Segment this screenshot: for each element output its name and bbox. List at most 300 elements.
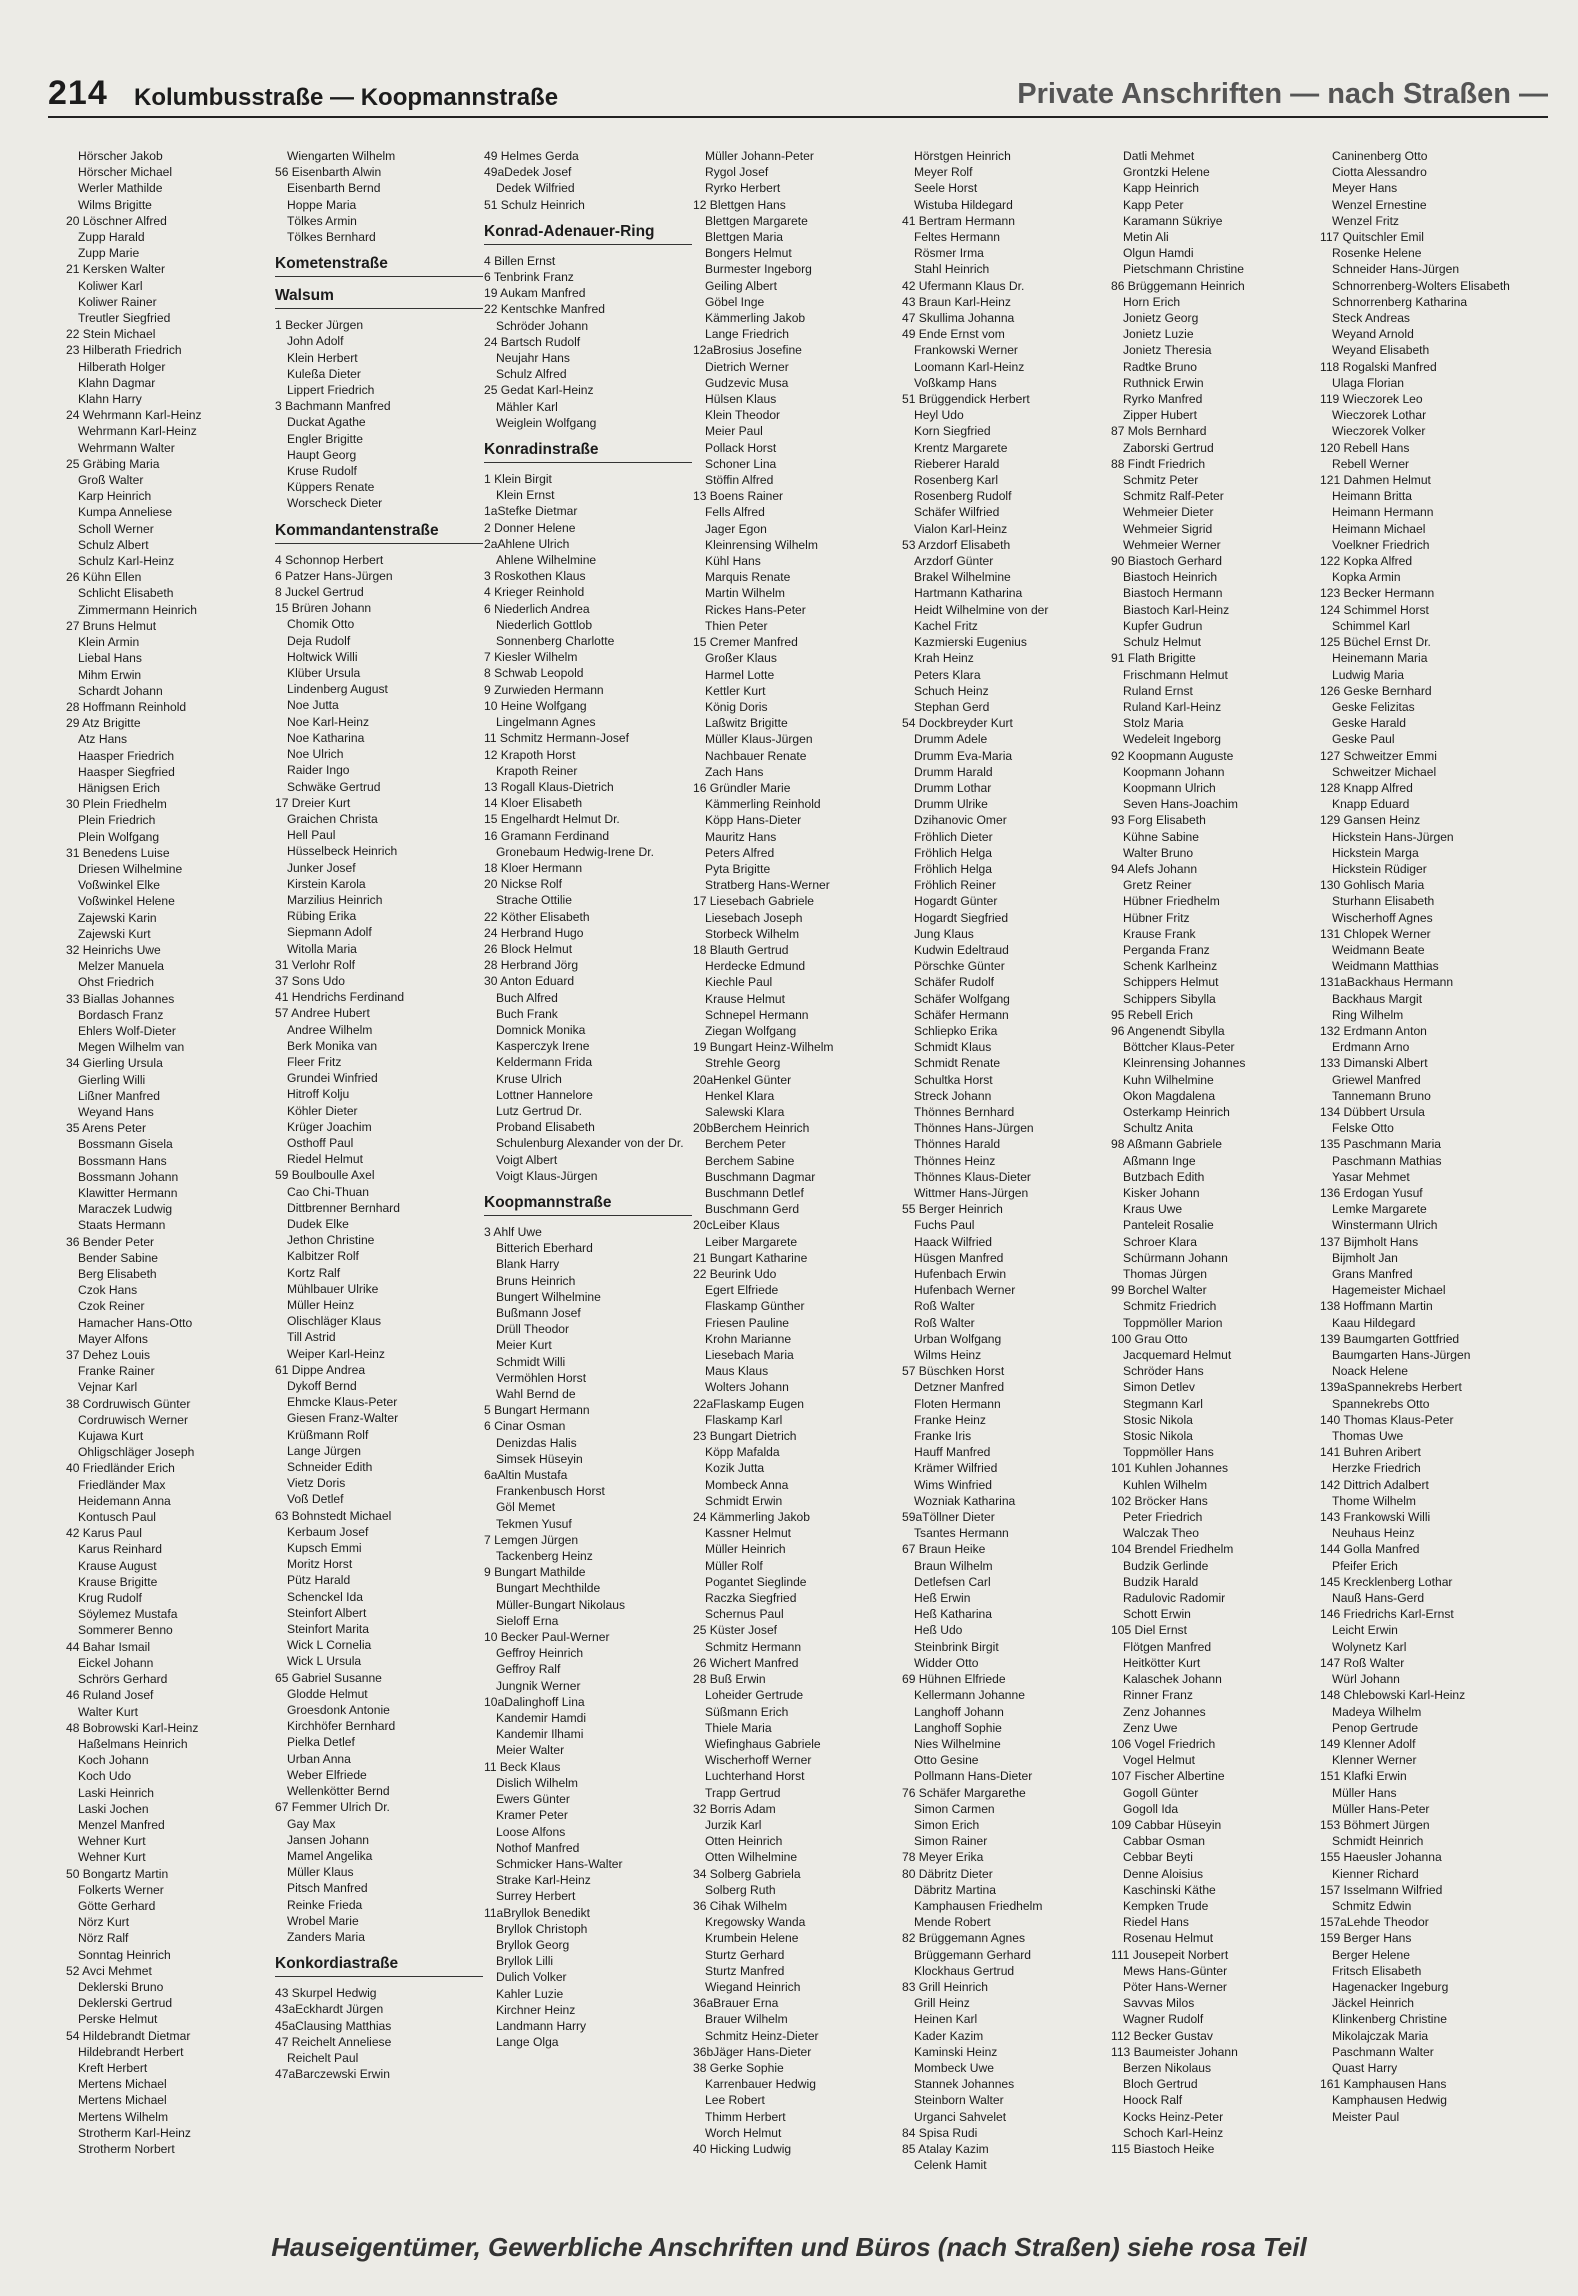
- resident-entry: Zenz Uwe: [1123, 1720, 1178, 1735]
- resident-entry: Pielka Detlef: [287, 1735, 355, 1750]
- resident-entry: Wims Winfried: [914, 1477, 992, 1492]
- resident-entry: Schmidt Renate: [914, 1056, 1001, 1071]
- resident-entry: Kleinrensing Wilhelm: [705, 537, 818, 552]
- resident-entry: Storbeck Wilhelm: [705, 926, 800, 941]
- resident-entry: 40 Hicking Ludwig: [693, 2141, 792, 2156]
- resident-entry: 54 Dockbreyder Kurt: [902, 716, 1013, 731]
- resident-entry: Schneider Hans-Jürgen: [1332, 262, 1460, 277]
- resident-entry: 153 Böhmert Jürgen: [1320, 1817, 1430, 1832]
- resident-entry: Staats Hermann: [78, 1218, 166, 1233]
- resident-entry: Simsek Hüseyin: [496, 1451, 583, 1466]
- resident-entry: Heß Udo: [914, 1623, 963, 1638]
- resident-entry: 132 Erdmann Anton: [1320, 1023, 1427, 1038]
- resident-entry: Kandemir Ilhami: [496, 1727, 584, 1742]
- resident-entry: Stahl Heinrich: [914, 262, 990, 277]
- resident-entry: König Doris: [705, 699, 768, 714]
- resident-entry: 8 Juckel Gertrud: [275, 585, 364, 600]
- resident-entry: Cebbar Beyti: [1123, 1850, 1193, 1865]
- resident-entry: Kruse Rudolf: [287, 464, 357, 479]
- resident-entry: Schnorrenberg Katharina: [1332, 294, 1468, 309]
- resident-entry: 34 Solberg Gabriela: [693, 1866, 801, 1881]
- resident-entry: 16 Gramann Ferdinand: [484, 828, 610, 843]
- resident-entry: 78 Meyer Erika: [902, 1850, 984, 1865]
- resident-entry: Däbritz Martina: [914, 1882, 996, 1897]
- resident-entry: 20aHenkel Günter: [693, 1072, 792, 1087]
- resident-entry: Buch Alfred: [496, 990, 558, 1005]
- resident-entry: Wehmeier Dieter: [1123, 505, 1214, 520]
- resident-entry: Schoner Lina: [705, 456, 777, 471]
- resident-entry: Wehmeier Werner: [1123, 537, 1221, 552]
- resident-entry: Krapoth Reiner: [496, 763, 578, 778]
- resident-entry: 98 Aßmann Gabriele: [1111, 1137, 1222, 1152]
- resident-entry: Butzbach Edith: [1123, 1169, 1205, 1184]
- resident-entry: Hildebrandt Herbert: [78, 2044, 184, 2059]
- resident-entry: Widder Otto: [914, 1655, 979, 1670]
- resident-entry: Jurzik Karl: [705, 1817, 762, 1832]
- resident-entry: Giesen Franz-Walter: [287, 1411, 399, 1426]
- resident-entry: 139 Baumgarten Gottfried: [1320, 1331, 1460, 1346]
- resident-entry: Voigt Albert: [496, 1152, 558, 1167]
- resident-entry: Riedel Helmut: [287, 1152, 363, 1167]
- resident-entry: Mertens Michael: [78, 2077, 167, 2092]
- page-header: [48, 72, 1548, 118]
- resident-entry: Söylemez Mustafa: [78, 1607, 178, 1622]
- resident-entry: Hörscher Jakob: [78, 149, 163, 163]
- resident-entry: Stosic Nikola: [1123, 1412, 1193, 1427]
- resident-entry: Bijmholt Jan: [1332, 1250, 1398, 1265]
- resident-entry: Panteleit Rosalie: [1123, 1218, 1214, 1233]
- resident-entry: Hauff Manfred: [914, 1445, 991, 1460]
- resident-entry: Strake Karl-Heinz: [496, 1873, 591, 1888]
- resident-entry: Fritsch Elisabeth: [1332, 1963, 1422, 1978]
- resident-entry: Winstermann Ulrich: [1332, 1218, 1438, 1233]
- resident-entry: Hörscher Michael: [78, 165, 173, 180]
- resident-entry: Drüll Theodor: [496, 1322, 570, 1337]
- resident-entry: Paschmann Walter: [1332, 2044, 1434, 2059]
- resident-entry: Mikolajczak Maria: [1332, 2028, 1429, 2043]
- resident-entry: 94 Alefs Johann: [1111, 861, 1198, 876]
- resident-entry: Wehmeier Sigrid: [1123, 521, 1213, 536]
- resident-entry: Tölkes Armin: [287, 213, 357, 228]
- resident-entry: Otten Wilhelmine: [705, 1850, 798, 1865]
- resident-entry: Vejnar Karl: [78, 1380, 138, 1395]
- resident-entry: 46 Ruland Josef: [66, 1688, 154, 1703]
- resident-entry: Wischerhoff Werner: [705, 1753, 812, 1768]
- resident-entry: Grill Heinz: [914, 1996, 970, 2011]
- resident-entry: Hörstgen Heinrich: [914, 149, 1011, 163]
- resident-entry: Lottner Hannelore: [496, 1087, 593, 1102]
- resident-entry: Vietz Doris: [287, 1476, 346, 1491]
- resident-entry: Kapp Peter: [1123, 197, 1184, 212]
- resident-entry: Heß Katharina: [914, 1607, 992, 1622]
- resident-entry: Peters Alfred: [705, 845, 775, 860]
- resident-entry: Heitkötter Kurt: [1123, 1655, 1201, 1670]
- resident-entry: Loomann Karl-Heinz: [914, 359, 1025, 374]
- resident-entry: Heß Erwin: [914, 1591, 971, 1606]
- resident-entry: Geske Felizitas: [1332, 699, 1415, 714]
- resident-entry: 52 Avci Mehmet: [66, 1963, 152, 1978]
- resident-entry: Schäfer Hermann: [914, 1007, 1009, 1022]
- resident-entry: 22 Beurink Udo: [693, 1267, 777, 1282]
- resident-entry: Sonntag Heinrich: [78, 1947, 171, 1962]
- resident-entry: Osthoff Paul: [287, 1135, 354, 1150]
- resident-entry: Hickstein Hans-Jürgen: [1332, 829, 1454, 844]
- resident-entry: 29 Atz Brigitte: [66, 716, 141, 731]
- resident-entry: Kumpa Anneliese: [78, 505, 173, 520]
- resident-entry: Meyer Hans: [1332, 181, 1398, 196]
- resident-entry: Steinbrink Birgit: [914, 1639, 999, 1654]
- resident-entry: 105 Diel Ernst: [1111, 1623, 1187, 1638]
- resident-entry: Krug Rudolf: [78, 1591, 142, 1606]
- resident-entry: Domnick Monika: [496, 1022, 586, 1037]
- resident-entry: Klahn Harry: [78, 392, 142, 407]
- resident-entry: 82 Brüggemann Agnes: [902, 1931, 1026, 1946]
- resident-entry: Surrey Herbert: [496, 1889, 576, 1904]
- resident-entry: Kader Kazim: [914, 2028, 984, 2043]
- resident-entry: Eickel Johann: [78, 1655, 154, 1670]
- resident-entry: Franke Rainer: [78, 1364, 155, 1379]
- resident-entry: Meier Paul: [705, 424, 763, 439]
- resident-entry: 16 Gründler Marie: [693, 780, 791, 795]
- resident-entry: 40 Friedländer Erich: [66, 1461, 175, 1476]
- resident-entry: Schlicht Elisabeth: [78, 586, 174, 601]
- resident-entry: Lee Robert: [705, 2093, 765, 2108]
- resident-entry: Cordruwisch Werner: [78, 1412, 188, 1427]
- resident-entry: 96 Angenendt Sibylla: [1111, 1023, 1225, 1038]
- resident-entry: Voelkner Friedrich: [1332, 537, 1430, 552]
- resident-entry: 20 Nickse Rolf: [484, 877, 562, 892]
- resident-entry: Heidt Wilhelmine von der: [914, 602, 1049, 617]
- resident-entry: Ciotta Alessandro: [1332, 165, 1427, 180]
- resident-entry: Klein Herbert: [287, 350, 358, 365]
- resident-entry: Ludwig Maria: [1332, 667, 1404, 682]
- resident-entry: Kleinrensing Johannes: [1123, 1056, 1246, 1071]
- resident-entry: Mombeck Uwe: [914, 2060, 994, 2075]
- resident-entry: Kirchhöfer Bernhard: [287, 1719, 396, 1734]
- resident-entry: Dulich Volker: [496, 1970, 567, 1985]
- resident-entry: Meier Kurt: [496, 1338, 552, 1353]
- resident-entry: Hübner Fritz: [1123, 910, 1190, 925]
- resident-entry: Kellermann Johanne: [914, 1688, 1025, 1703]
- resident-entry: Olischläger Klaus: [287, 1314, 382, 1329]
- resident-entry: 104 Brendel Friedhelm: [1111, 1542, 1234, 1557]
- resident-entry: Kandemir Hamdi: [496, 1711, 587, 1726]
- resident-entry: Baumgarten Hans-Jürgen: [1332, 1348, 1471, 1363]
- resident-entry: 36bJäger Hans-Dieter: [693, 2044, 812, 2059]
- resident-entry: 126 Geske Bernhard: [1320, 683, 1432, 698]
- resident-entry: Steinfort Albert: [287, 1605, 367, 1620]
- resident-entry: Klüber Ursula: [287, 666, 361, 681]
- resident-entry: 21 Bungart Katharine: [693, 1250, 808, 1265]
- resident-entry: Hübner Friedhelm: [1123, 894, 1220, 909]
- resident-entry: 2aAhlene Ulrich: [484, 536, 570, 551]
- resident-entry: Mertens Michael: [78, 2093, 167, 2108]
- resident-entry: Liesebach Maria: [705, 1348, 794, 1363]
- resident-entry: 121 Dahmen Helmut: [1320, 473, 1431, 488]
- resident-entry: Friedländer Max: [78, 1477, 166, 1492]
- resident-entry: 48 Bobrowski Karl-Heinz: [66, 1720, 199, 1735]
- resident-entry: Schippers Sibylla: [1123, 991, 1216, 1006]
- resident-entry: 31 Benedens Luise: [66, 845, 170, 860]
- resident-entry: Kozik Jutta: [705, 1461, 765, 1476]
- resident-entry: Kisker Johann: [1123, 1186, 1200, 1200]
- resident-entry: 11 Beck Klaus: [484, 1759, 561, 1774]
- resident-entry: Jonietz Luzie: [1123, 327, 1194, 342]
- resident-entry: 2 Donner Helene: [484, 520, 576, 535]
- resident-entry: Voß Detlef: [287, 1492, 344, 1507]
- resident-entry: Luchterhand Horst: [705, 1769, 805, 1784]
- resident-entry: Kämmerling Jakob: [705, 311, 806, 326]
- resident-entry: Wahl Bernd de: [496, 1387, 576, 1402]
- resident-entry: Heyl Udo: [914, 408, 964, 423]
- resident-entry: Götte Gerhard: [78, 1898, 156, 1913]
- resident-entry: Gierling Willi: [78, 1072, 146, 1087]
- resident-entry: Toppmöller Hans: [1123, 1445, 1214, 1460]
- resident-entry: 91 Flath Brigitte: [1111, 651, 1196, 666]
- resident-entry: Eisenbarth Bernd: [287, 181, 381, 196]
- resident-entry: Bungert Wilhelmine: [496, 1289, 601, 1304]
- resident-entry: Frankenbusch Horst: [496, 1484, 605, 1499]
- resident-entry: Thiele Maria: [705, 1720, 772, 1735]
- resident-entry: Hamacher Hans-Otto: [78, 1315, 193, 1330]
- resident-entry: Pörschke Günter: [914, 959, 1005, 974]
- resident-entry: Wieczorek Volker: [1332, 424, 1426, 439]
- resident-entry: Dislich Wilhelm: [496, 1775, 578, 1790]
- resident-entry: Noe Karl-Heinz: [287, 714, 369, 729]
- resident-entry: 133 Dimanski Albert: [1320, 1056, 1428, 1071]
- resident-entry: Mähler Karl: [496, 399, 558, 414]
- resident-entry: Buschmann Dagmar: [705, 1169, 816, 1184]
- resident-entry: Kämmerling Reinhold: [705, 797, 821, 812]
- resident-entry: 106 Vogel Friedrich: [1111, 1736, 1216, 1751]
- resident-entry: 10 Becker Paul-Werner: [484, 1630, 610, 1645]
- resident-entry: Liesebach Joseph: [705, 910, 803, 925]
- resident-entry: Hoock Ralf: [1123, 2093, 1183, 2108]
- resident-entry: 4 Billen Ernst: [484, 253, 556, 268]
- resident-entry: Pitsch Manfred: [287, 1881, 368, 1896]
- resident-entry: Arzdorf Günter: [914, 554, 994, 569]
- resident-entry: Celenk Hamit: [914, 2158, 987, 2173]
- resident-entry: Zach Hans: [705, 764, 764, 779]
- resident-entry: Herzke Friedrich: [1332, 1461, 1421, 1476]
- resident-entry: Yasar Mehmet: [1332, 1169, 1410, 1184]
- resident-entry: 124 Schimmel Horst: [1320, 602, 1429, 617]
- resident-entry: Worch Helmut: [705, 2125, 782, 2140]
- resident-entry: Gronebaum Hedwig-Irene Dr.: [496, 844, 654, 859]
- resident-entry: Pütz Harald: [287, 1573, 351, 1588]
- resident-entry: Stolz Maria: [1123, 716, 1184, 731]
- resident-entry: Roß Walter: [914, 1315, 975, 1330]
- resident-entry: 18 Kloer Hermann: [484, 860, 583, 875]
- resident-entry: Thönnes Harald: [914, 1137, 1001, 1152]
- resident-entry: Cabbar Osman: [1123, 1834, 1206, 1849]
- resident-entry: Steinborn Walter: [914, 2093, 1004, 2108]
- resident-entry: Strotherm Karl-Heinz: [78, 2125, 191, 2140]
- street-heading: Kommandantenstraße: [275, 522, 483, 544]
- resident-entry: 50 Bongartz Martin: [66, 1866, 169, 1881]
- resident-entry: Kamphausen Hedwig: [1332, 2093, 1447, 2108]
- resident-entry: 35 Arens Peter: [66, 1121, 147, 1136]
- resident-entry: Haßelmans Heinrich: [78, 1736, 188, 1751]
- resident-entry: Bryllok Lilli: [496, 1954, 554, 1969]
- resident-entry: 42 Karus Paul: [66, 1526, 142, 1541]
- resident-entry: Ring Wilhelm: [1332, 1007, 1404, 1022]
- resident-entry: Bloch Gertrud: [1123, 2077, 1198, 2092]
- resident-entry: 83 Grill Heinrich: [902, 1979, 989, 1994]
- directory-column-6: [1111, 148, 1319, 2157]
- resident-entry: Stephan Gerd: [914, 699, 990, 714]
- resident-entry: Langhoff Sophie: [914, 1720, 1002, 1735]
- resident-entry: 65 Gabriel Susanne: [275, 1670, 382, 1685]
- resident-entry: Backhaus Margit: [1332, 991, 1423, 1006]
- resident-entry: Feltes Hermann: [914, 230, 1001, 245]
- resident-entry: Karus Reinhard: [78, 1542, 163, 1557]
- resident-entry: Franke Iris: [914, 1429, 972, 1444]
- resident-entry: Metin Ali: [1123, 230, 1169, 245]
- resident-entry: Horn Erich: [1123, 294, 1181, 309]
- street-heading: Konradinstraße: [484, 441, 692, 463]
- resident-entry: Plein Wolfgang: [78, 829, 160, 844]
- resident-entry: Kalbitzer Rolf: [287, 1249, 359, 1264]
- resident-entry: Groß Walter: [78, 473, 144, 488]
- resident-entry: Kruse Ulrich: [496, 1071, 562, 1086]
- resident-entry: Krumbein Helene: [705, 1931, 799, 1946]
- resident-entry: Seele Horst: [914, 181, 978, 196]
- resident-entry: Schneider Edith: [287, 1460, 373, 1475]
- resident-entry: Hufenbach Erwin: [914, 1267, 1007, 1282]
- resident-entry: Würl Johann: [1332, 1672, 1400, 1687]
- resident-entry: Schmitz Edwin: [1332, 1898, 1412, 1913]
- resident-entry: Berzen Nikolaus: [1123, 2060, 1212, 2075]
- resident-entry: 12 Krapoth Horst: [484, 747, 576, 762]
- resident-entry: Friesen Pauline: [705, 1315, 790, 1330]
- resident-entry: Knapp Eduard: [1332, 797, 1410, 812]
- resident-entry: Müller Heinrich: [705, 1542, 786, 1557]
- resident-entry: Köhler Dieter: [287, 1103, 358, 1118]
- resident-entry: Süßmann Erich: [705, 1704, 789, 1719]
- resident-entry: 157aLehde Theodor: [1320, 1915, 1429, 1930]
- resident-entry: Wick L Cornelia: [287, 1638, 372, 1653]
- resident-entry: Streck Johann: [914, 1088, 992, 1103]
- resident-entry: Denne Aloisius: [1123, 1866, 1204, 1881]
- resident-entry: Frankowski Werner: [914, 343, 1018, 358]
- resident-entry: Bongers Helmut: [705, 246, 792, 261]
- resident-entry: Holtwick Willi: [287, 649, 358, 664]
- resident-entry: Schulz Albert: [78, 537, 149, 552]
- resident-entry: 15 Cremer Manfred: [693, 635, 798, 650]
- resident-entry: 101 Kuhlen Johannes: [1111, 1461, 1229, 1476]
- resident-entry: Paschmann Mathias: [1332, 1153, 1442, 1168]
- resident-entry: Schmidt Heinrich: [1332, 1834, 1424, 1849]
- resident-entry: Grans Manfred: [1332, 1267, 1413, 1282]
- resident-entry: Hitroff Kolju: [287, 1087, 350, 1102]
- resident-entry: Krause Frank: [1123, 926, 1196, 941]
- resident-entry: Peters Klara: [914, 667, 981, 682]
- resident-entry: Koliwer Rainer: [78, 294, 157, 309]
- resident-entry: Weidmann Beate: [1332, 942, 1425, 957]
- resident-entry: Strotherm Norbert: [78, 2141, 175, 2156]
- resident-entry: Tölkes Bernhard: [287, 230, 376, 245]
- resident-entry: Bryllok Christoph: [496, 1921, 588, 1936]
- resident-entry: Voßkamp Hans: [914, 375, 997, 390]
- resident-entry: Reinke Frieda: [287, 1897, 363, 1912]
- resident-entry: Köpp Mafalda: [705, 1445, 780, 1460]
- resident-entry: Thönnes Bernhard: [914, 1104, 1015, 1119]
- resident-entry: Witolla Maria: [287, 941, 357, 956]
- resident-entry: Wieczorek Lothar: [1332, 408, 1427, 423]
- resident-entry: Biastoch Karl-Heinz: [1123, 602, 1230, 617]
- resident-entry: Lißner Manfred: [78, 1088, 161, 1103]
- resident-entry: Krüßmann Rolf: [287, 1427, 369, 1442]
- resident-entry: Radulovic Radomir: [1123, 1591, 1226, 1606]
- resident-entry: 129 Gansen Heinz: [1320, 813, 1421, 828]
- resident-entry: Toppmöller Marion: [1123, 1315, 1223, 1330]
- resident-entry: Deja Rudolf: [287, 633, 351, 648]
- resident-entry: Wellenkötter Bernd: [287, 1784, 390, 1799]
- resident-entry: 87 Mols Bernhard: [1111, 424, 1207, 439]
- resident-entry: Voigt Klaus-Jürgen: [496, 1168, 598, 1183]
- resident-entry: Thomas Jürgen: [1123, 1267, 1208, 1282]
- resident-entry: Wenzel Ernestine: [1332, 197, 1427, 212]
- resident-entry: Kaau Hildegard: [1332, 1315, 1416, 1330]
- resident-entry: Stratberg Hans-Werner: [705, 878, 830, 893]
- resident-entry: Vialon Karl-Heinz: [914, 521, 1008, 536]
- resident-entry: Göl Memet: [496, 1500, 556, 1515]
- resident-entry: Geffroy Ralf: [496, 1662, 561, 1677]
- resident-entry: Leicht Erwin: [1332, 1623, 1398, 1638]
- resident-entry: Simon Erich: [914, 1817, 980, 1832]
- resident-entry: 7 Lemgen Jürgen: [484, 1532, 579, 1547]
- resident-entry: 25 Küster Josef: [693, 1623, 778, 1638]
- resident-entry: Neujahr Hans: [496, 351, 570, 366]
- resident-entry: Jung Klaus: [914, 926, 974, 941]
- resident-entry: Hüsselbeck Heinrich: [287, 844, 398, 859]
- resident-entry: Schliepko Erika: [914, 1023, 998, 1038]
- resident-entry: Hoppe Maria: [287, 197, 357, 212]
- directory-column-5: [902, 148, 1110, 2173]
- resident-entry: Krause Brigitte: [78, 1574, 158, 1589]
- resident-entry: Kuhn Wilhelmine: [1123, 1072, 1214, 1087]
- resident-entry: Ahlene Wilhelmine: [496, 553, 597, 568]
- resident-entry: Hagemeister Michael: [1332, 1283, 1446, 1298]
- resident-entry: Frischmann Helmut: [1123, 667, 1228, 682]
- resident-entry: 135 Paschmann Maria: [1320, 1137, 1442, 1152]
- resident-entry: Rosenberg Karl: [914, 473, 999, 488]
- resident-entry: Treutler Siegfried: [78, 311, 171, 326]
- resident-entry: 51 Brüggendick Herbert: [902, 392, 1030, 407]
- resident-entry: Kapp Heinrich: [1123, 181, 1199, 196]
- resident-entry: 43 Skurpel Hedwig: [275, 1986, 377, 2001]
- resident-entry: Lippert Friedrich: [287, 383, 375, 398]
- resident-entry: Radtke Bruno: [1123, 359, 1197, 374]
- resident-entry: Gay Max: [287, 1816, 336, 1831]
- resident-entry: Weyand Hans: [78, 1104, 154, 1119]
- resident-entry: Kerbaum Josef: [287, 1524, 369, 1539]
- resident-entry: 67 Femmer Ulrich Dr.: [275, 1800, 390, 1815]
- resident-entry: Budzik Harald: [1123, 1574, 1199, 1589]
- resident-entry: 5 Bungart Hermann: [484, 1403, 590, 1418]
- resident-entry: Jäckel Heinrich: [1332, 1996, 1414, 2011]
- resident-entry: 55 Berger Heinrich: [902, 1202, 1003, 1217]
- resident-entry: Müller Rolf: [705, 1558, 763, 1573]
- resident-entry: Jager Egon: [705, 521, 767, 536]
- resident-entry: Drumm Ulrike: [914, 797, 988, 812]
- resident-entry: Klein Ernst: [496, 488, 555, 503]
- resident-entry: Zajewski Kurt: [78, 926, 151, 941]
- resident-entry: Küppers Renate: [287, 480, 375, 495]
- resident-entry: Schnorrenberg-Wolters Elisabeth: [1332, 278, 1510, 293]
- resident-entry: Kortz Ralf: [287, 1265, 341, 1280]
